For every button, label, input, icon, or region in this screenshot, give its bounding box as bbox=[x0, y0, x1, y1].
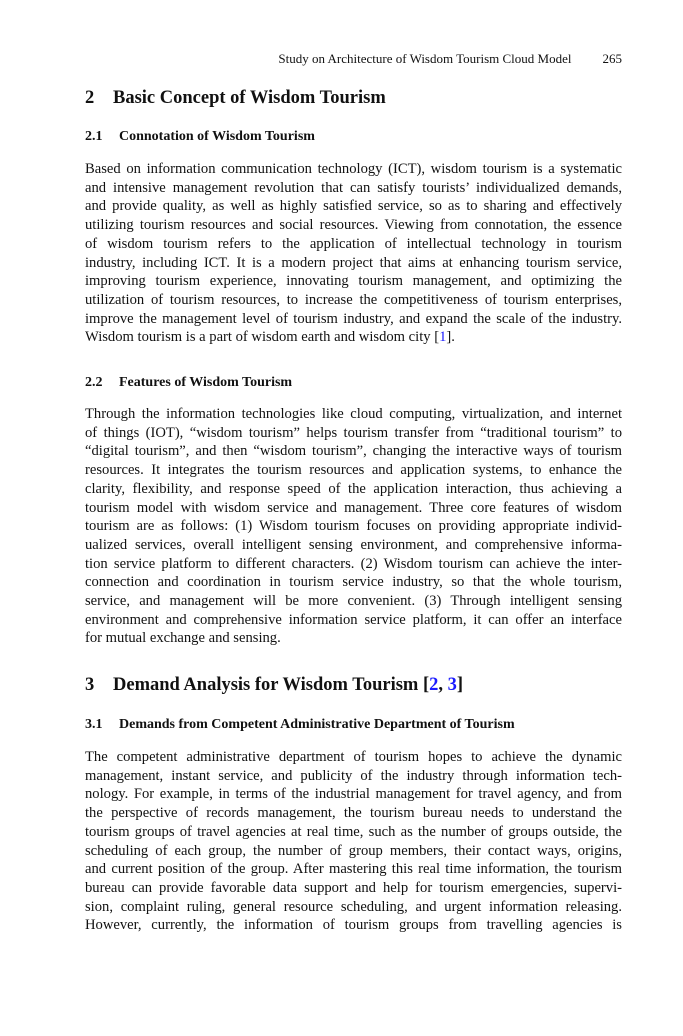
paragraph-line: Based on information communication technology (ICT), wisdom tourism is a systematic bbox=[85, 161, 622, 177]
bracket: ] bbox=[456, 675, 464, 695]
section-title: Basic Concept of Wisdom Tourism bbox=[113, 88, 386, 108]
separator: , bbox=[438, 675, 448, 695]
paragraph-line: management, instant service, and publicity of the industry through information tech- bbox=[85, 767, 622, 784]
paragraph-line: sion, complaint ruling, general resource scheduling, and urgent information releasing. bbox=[85, 898, 622, 915]
section-number: 3 bbox=[85, 675, 95, 695]
paragraph-line: ualized services, overall intelligent sensing environment, and comprehensive informa- bbox=[85, 536, 622, 553]
section-2-1-heading bbox=[85, 129, 315, 145]
section-title: Demands from Competent Administrative Department of Tourism bbox=[119, 717, 515, 732]
section-number: 2.1 bbox=[85, 129, 103, 144]
section-title: Connotation of Wisdom Tourism bbox=[119, 129, 315, 144]
paragraph-line: clarity, flexibility, and response speed of the application interaction, thus achieving a bbox=[85, 480, 622, 497]
paragraph-line: tourism groups of travel agencies at real time, such as the number of groups outside, the bbox=[85, 823, 622, 840]
section-number: 2.2 bbox=[85, 375, 103, 390]
section-3-1-heading bbox=[85, 717, 515, 733]
paragraph-line: “digital tourism”, and then “wisdom tourism”, changing the interactive ways of tourism bbox=[85, 443, 622, 460]
paragraph-line: The competent administrative department of tourism hopes to achieve the dynamic bbox=[85, 749, 622, 765]
section-2-heading bbox=[85, 88, 386, 109]
paragraph-line: of things (IOT), “wisdom tourism” helps tourism transfer from “traditional tourism” to bbox=[85, 424, 622, 441]
paragraph-line: Through the information technologies like cloud computing, virtualization, and internet bbox=[85, 406, 622, 422]
line-text: ]. bbox=[446, 329, 455, 346]
paragraph-line: the perspective of records management, the tourism bureau needs to understand the bbox=[85, 805, 622, 822]
paragraph-line: tion service platform to different characters. (2) Wisdom tourism can achieve the inter- bbox=[85, 555, 622, 572]
section-title: Demand Analysis for Wisdom Tourism [ bbox=[113, 675, 430, 695]
section-3-heading bbox=[85, 675, 463, 696]
paragraph-line: and current position of the group. After mastering this real time information, the tourism bbox=[85, 861, 622, 878]
paragraph-line: utilization of tourism resources, to increase the competitiveness of tourism enterprises, bbox=[85, 291, 622, 308]
paragraph-line: improve the management level of tourism industry, and expand the scale of the industry. bbox=[85, 310, 622, 327]
citation-link-3[interactable]: 3 bbox=[447, 675, 457, 695]
section-2-2-heading bbox=[85, 375, 292, 391]
page-number: 265 bbox=[602, 51, 622, 66]
paragraph-line: nology. For example, in terms of the industrial management for travel agency, and from bbox=[85, 786, 622, 803]
paragraph-demands bbox=[85, 748, 622, 935]
paragraph-line: However, currently, the information of tourism groups from travelling agencies is bbox=[85, 917, 622, 934]
section-number: 2 bbox=[85, 88, 95, 108]
paragraph-line: scheduling of each group, the number of group members, their contact ways, origins, bbox=[85, 842, 622, 859]
paragraph-line: tourism are as follows: (1) Wisdom tourism focuses on providing appropriate individ- bbox=[85, 518, 622, 535]
paragraph-line: bureau can provide favorable data support and help for tourism emergencies, supervi- bbox=[85, 879, 622, 896]
paragraph-line: service, and management will be more convenient. (3) Through intelligent sensing bbox=[85, 593, 622, 610]
section-number: 3.1 bbox=[85, 717, 103, 732]
running-title: Study on Architecture of Wisdom Tourism Cloud Model bbox=[278, 51, 572, 66]
running-head bbox=[85, 51, 622, 67]
citation-link-2[interactable]: 2 bbox=[429, 675, 439, 695]
paragraph-line: of wisdom tourism refers to the application of intellectual technology in tourism bbox=[85, 235, 622, 252]
paragraph-line: tourism model with wisdom service and management. Three core features of wisdom bbox=[85, 499, 622, 516]
paragraph-line: for mutual exchange and sensing. bbox=[85, 630, 281, 647]
paragraph-line: improving tourism experience, innovating tourism management, and optimizing the bbox=[85, 273, 622, 290]
paragraph-line: resources. It integrates the tourism resources and application systems, to enhance the bbox=[85, 462, 622, 479]
paragraph-line: connection and coordination in tourism service industry, so that the whole tourism, bbox=[85, 574, 622, 591]
paragraph-connotation bbox=[85, 160, 622, 347]
line-text: Wisdom tourism is a part of wisdom earth and wisdom city [ bbox=[85, 329, 440, 346]
paragraph-features bbox=[85, 405, 622, 648]
paragraph-line: and intensive management revolution that can satisfy tourists’ individualized demands, bbox=[85, 179, 622, 196]
paragraph-line: utilizing tourism resources and social resources. Viewing from connotation, the essence bbox=[85, 217, 622, 234]
section-title: Features of Wisdom Tourism bbox=[119, 375, 293, 390]
paragraph-line: industry, including ICT. It is a modern project that aims at enhancing tourism service, bbox=[85, 254, 622, 271]
paragraph-line bbox=[85, 328, 622, 347]
paragraph-line: and provide quality, as well as highly satisfied service, so as to sharing and effectively bbox=[85, 198, 622, 215]
paragraph-line: environment and comprehensive information service platform, it can offer an interface bbox=[85, 611, 622, 628]
citation-link-1[interactable]: 1 bbox=[439, 329, 447, 346]
